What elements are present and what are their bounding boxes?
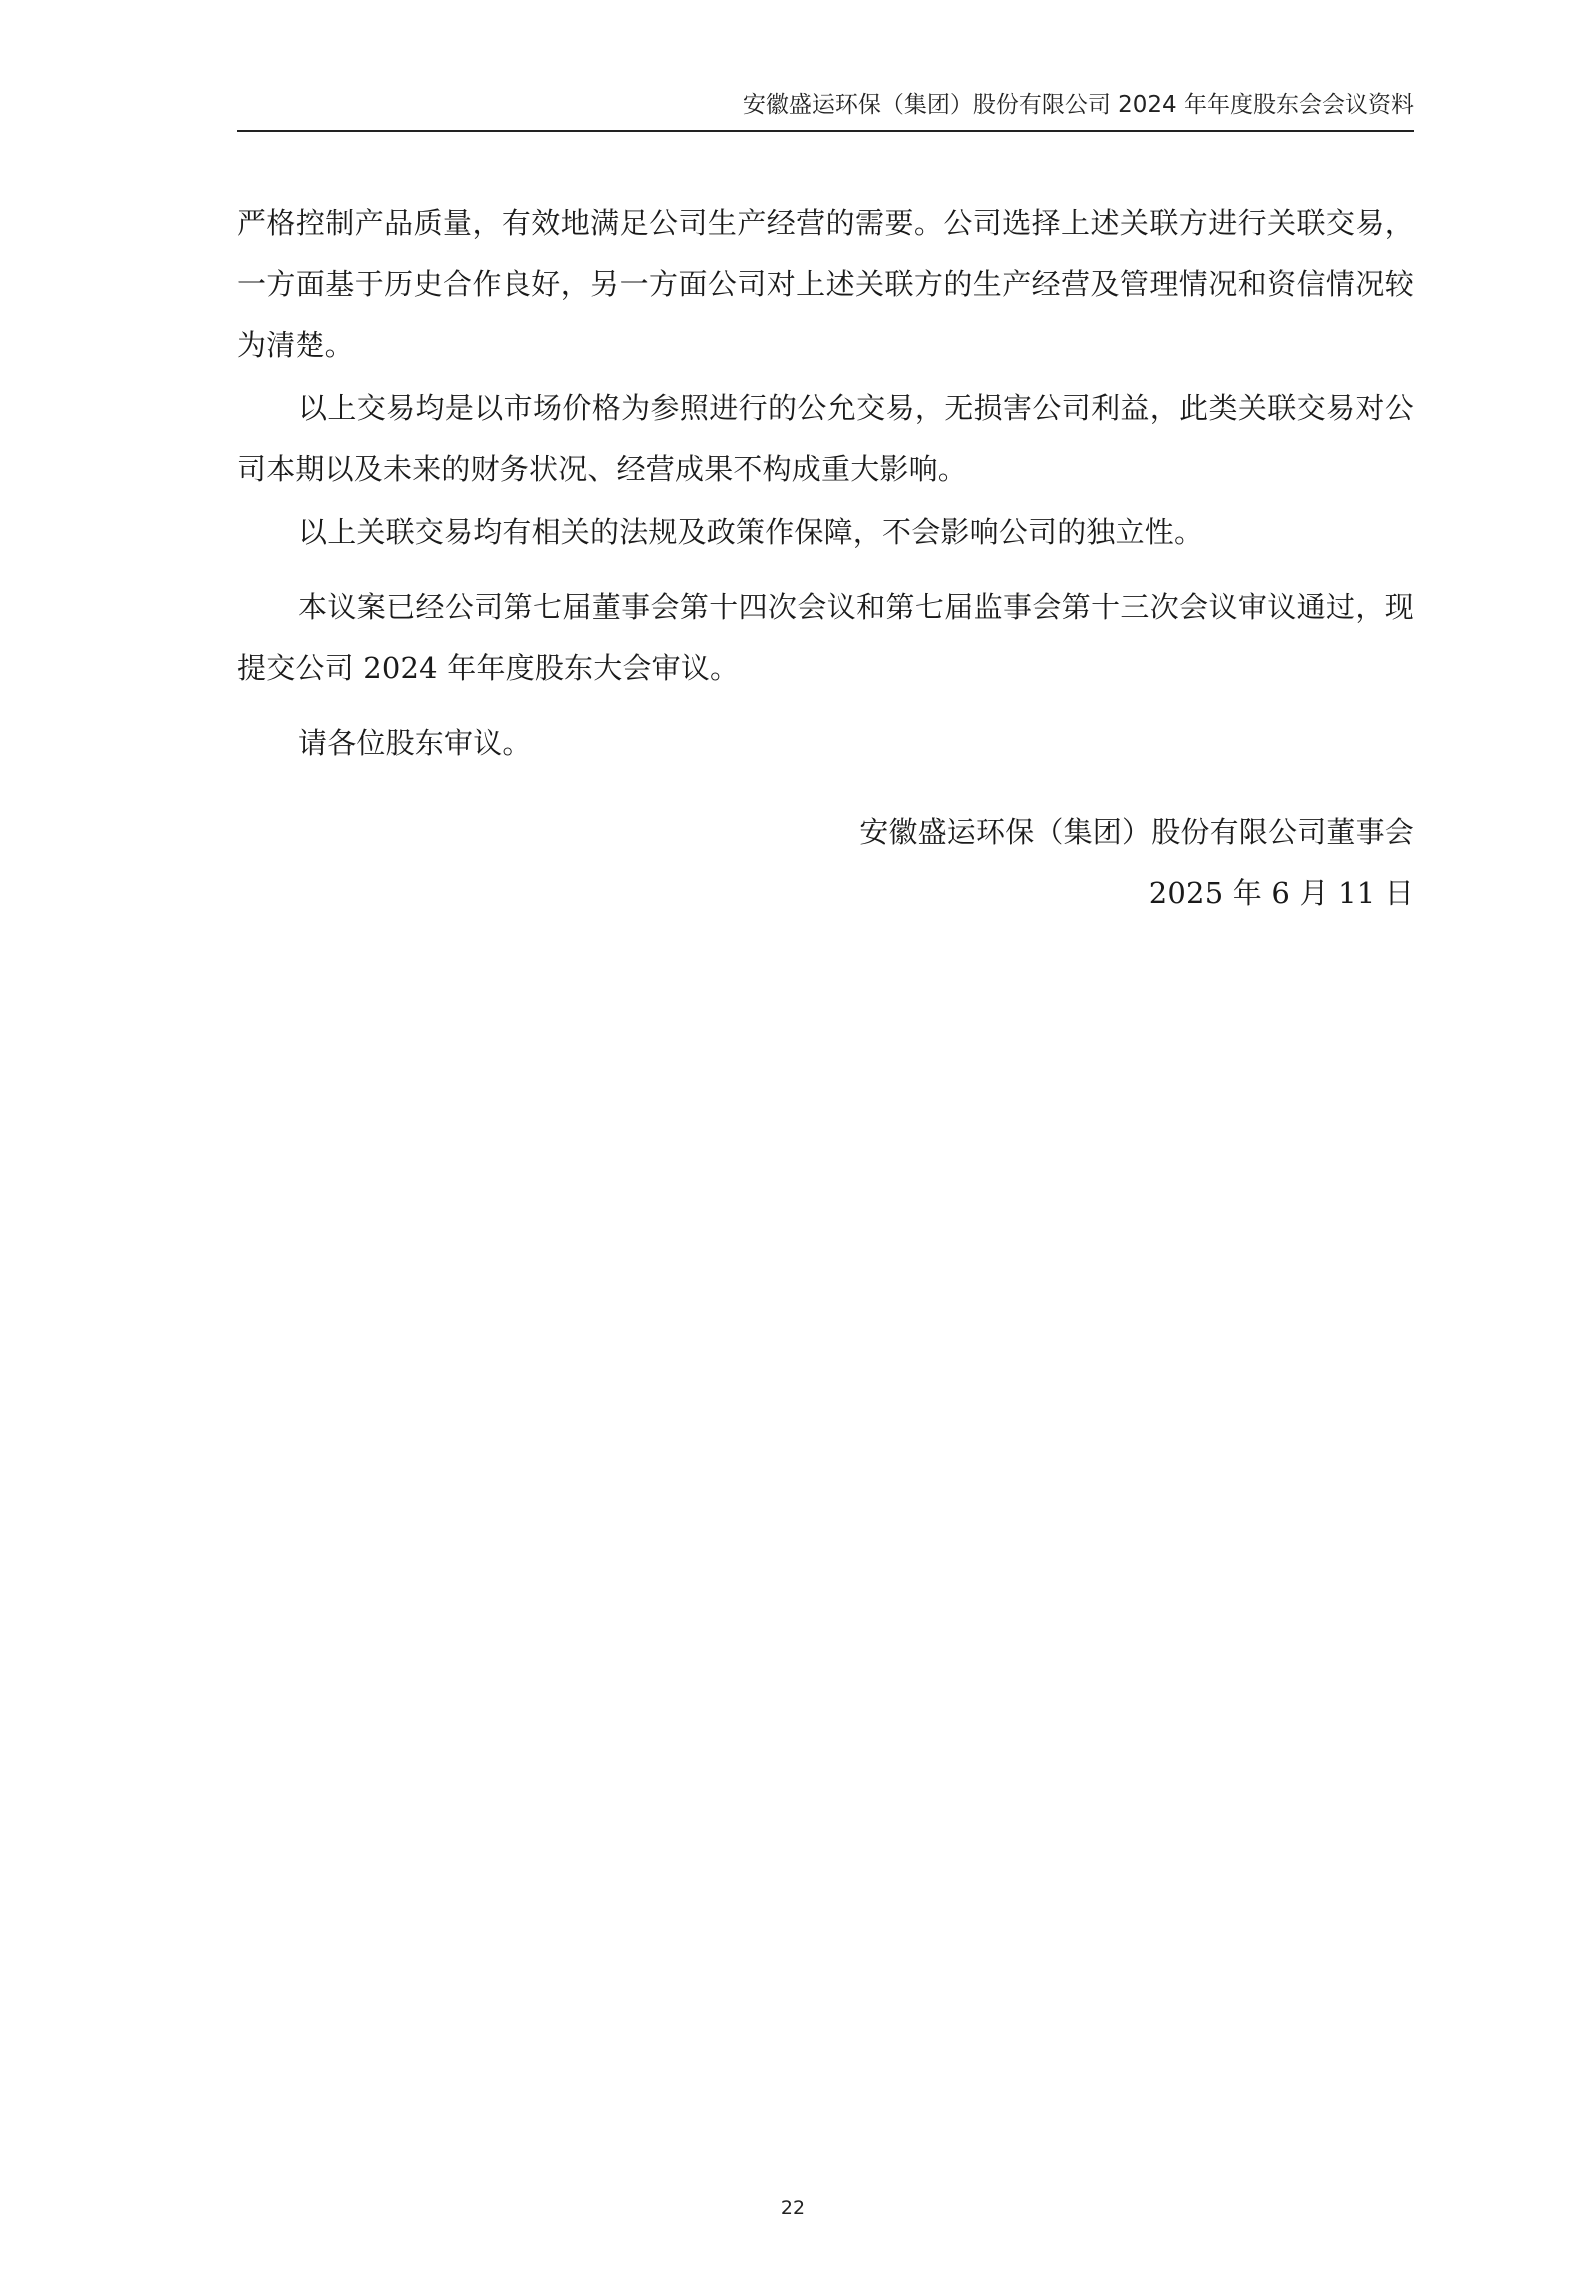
- paragraph-continuation: 严格控制产品质量，有效地满足公司生产经营的需要。公司选择上述关联方进行关联交易，一方面基于历史合作良好，另一方面公司对上述关联方的生产经营及管理情况和资信情况较为清楚。: [237, 206, 1414, 362]
- signature-organization: 安徽盛运环保（集团）股份有限公司董事会: [859, 815, 1414, 849]
- paragraph-independence: 以上关联交易均有相关的法规及政策作保障，不会影响公司的独立性。: [298, 515, 1204, 549]
- page-number: 22: [780, 2197, 806, 2219]
- paragraph-fair-trade: 以上交易均是以市场价格为参照进行的公允交易，无损害公司利益，此类关联交易对公司本期以及未来的财务状况、经营成果不构成重大影响。: [237, 391, 1414, 486]
- document-body: [237, 193, 1414, 924]
- paragraph-approval: 本议案已经公司第七届董事会第十四次会议和第七届监事会第十三次会议审议通过，现提交公司 2024 年年度股东大会审议。: [237, 590, 1414, 685]
- paragraph-request: 请各位股东审议。: [298, 726, 532, 760]
- signature-date: 2025 年 6 月 11 日: [1148, 876, 1414, 910]
- page-header: [237, 92, 1414, 132]
- header-title: 安徽盛运环保（集团）股份有限公司 2024 年年度股东会会议资料: [742, 92, 1414, 118]
